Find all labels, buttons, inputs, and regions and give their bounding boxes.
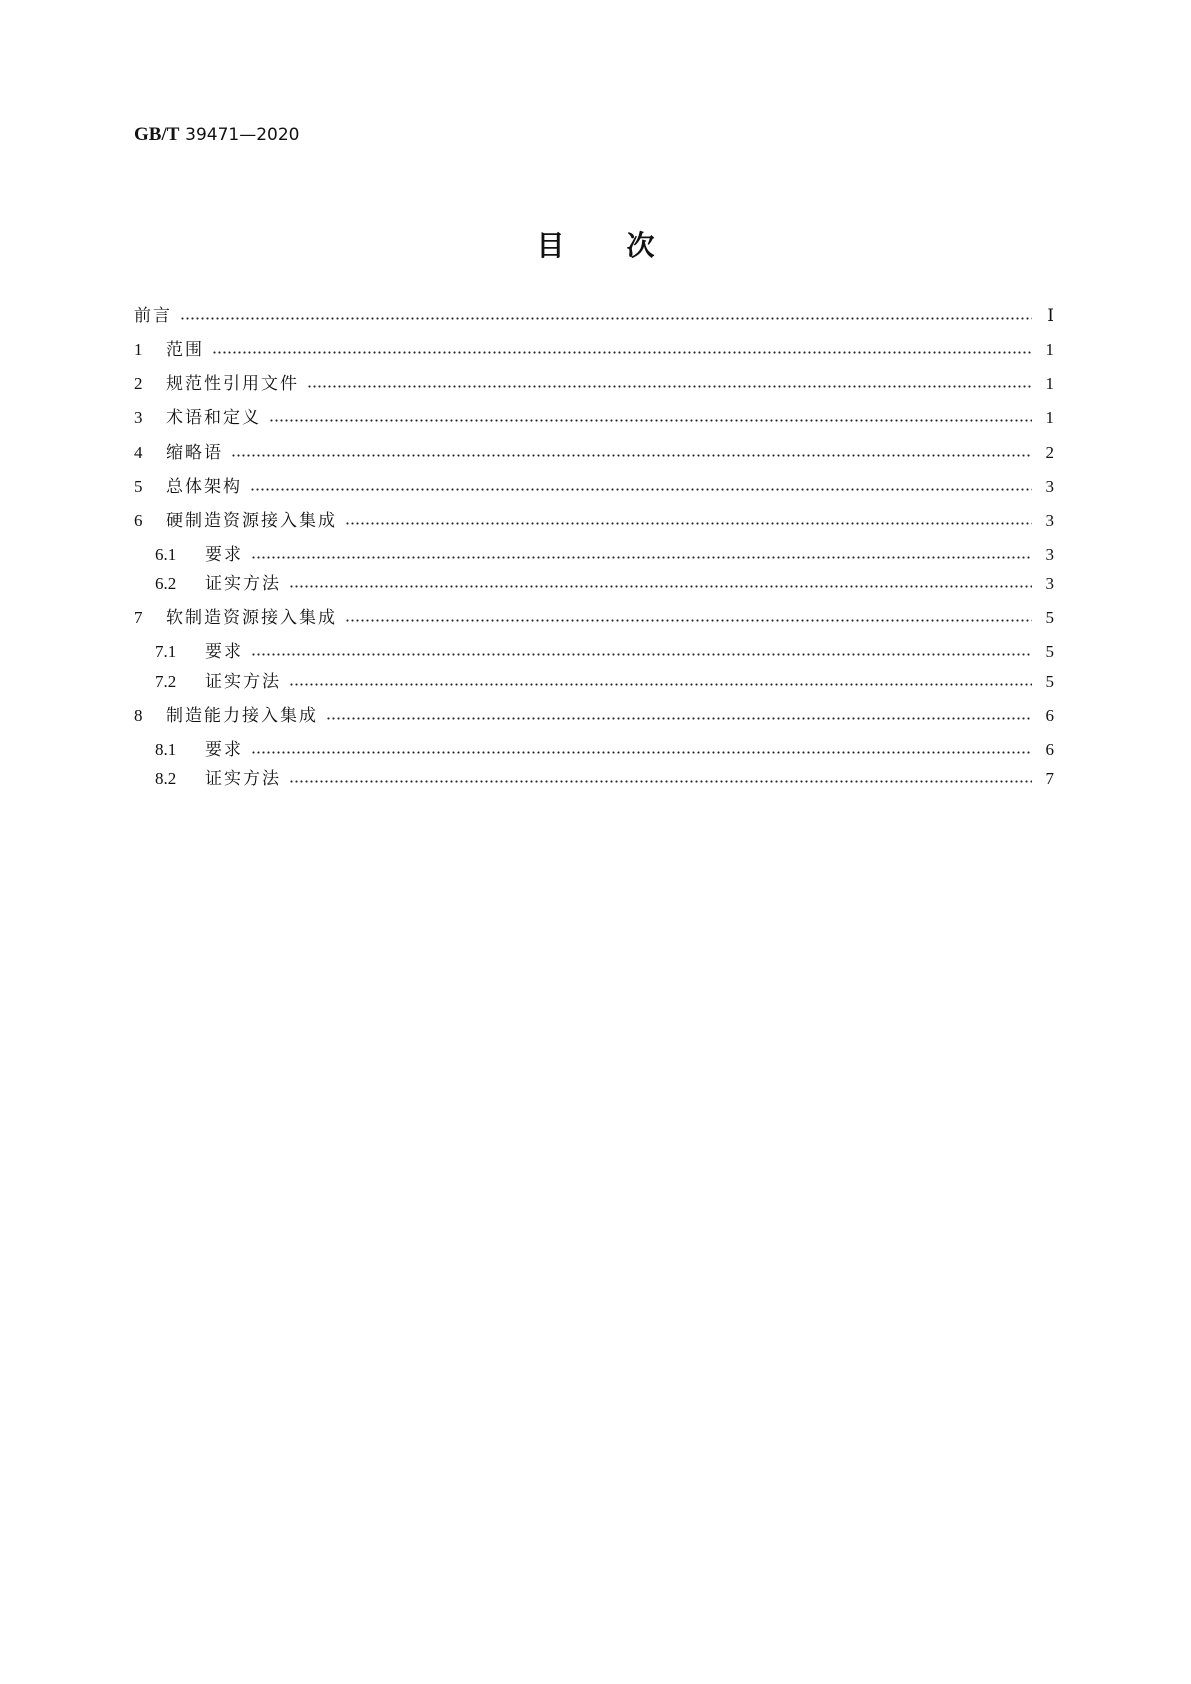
- toc-entry-page: 7: [1045, 769, 1054, 788]
- toc-entry-8-1[interactable]: [155, 737, 1054, 763]
- toc-entry-page: 5: [1045, 642, 1054, 661]
- toc-leader-dots: [289, 780, 1032, 783]
- toc-entry-title: 总体架构: [166, 477, 242, 497]
- toc-leader-dots: [251, 653, 1032, 656]
- toc-leader-dots: [212, 351, 1032, 354]
- toc-leader-dots: [269, 419, 1032, 422]
- toc-entry-number: 7.2: [155, 672, 177, 691]
- toc-entry-page: 5: [1045, 672, 1054, 691]
- toc-leader-dots: [326, 717, 1032, 720]
- toc-leader-dots: [289, 683, 1032, 686]
- toc-entry-title: 制造能力接入集成: [166, 706, 318, 726]
- toc-leader-dots: [251, 556, 1032, 559]
- toc-title: 目次: [536, 229, 717, 262]
- toc-leader-dots: [231, 454, 1032, 457]
- toc-entry-page: 3: [1045, 545, 1054, 564]
- toc-leader-dots: [180, 317, 1032, 320]
- toc-entry-6-1[interactable]: [155, 542, 1054, 568]
- toc-entry-number: 6: [134, 511, 143, 530]
- toc-entry-5[interactable]: [134, 474, 1054, 500]
- toc-entry-number: 7.1: [155, 642, 177, 661]
- toc-entry-3[interactable]: [134, 405, 1054, 431]
- toc-entry-number: 8.2: [155, 769, 177, 788]
- toc-entry-7-1[interactable]: [155, 639, 1054, 665]
- toc-leader-dots: [307, 385, 1032, 388]
- toc-entry-title: 要求: [205, 545, 243, 565]
- toc-entry-number: 2: [134, 374, 143, 393]
- toc-entry-page: 3: [1045, 477, 1054, 496]
- toc-entry-number: 4: [134, 443, 143, 462]
- toc-entry-number: 1: [134, 340, 143, 359]
- toc-entry-title: 范围: [166, 340, 204, 360]
- toc-entry-6-2[interactable]: [155, 571, 1054, 597]
- toc-entry-title: 术语和定义: [166, 408, 261, 428]
- toc-entry-7-2[interactable]: [155, 669, 1054, 695]
- toc-entry-page: 1: [1045, 408, 1054, 427]
- toc-entry-title: 证实方法: [205, 574, 281, 594]
- toc-entry-page: 3: [1045, 511, 1054, 530]
- toc-entry-number: 6.2: [155, 574, 177, 593]
- standard-prefix: GB/T: [134, 124, 180, 145]
- toc-entry-title: 证实方法: [205, 769, 281, 789]
- toc-entry-page: 6: [1045, 706, 1054, 725]
- toc-entry-8[interactable]: [134, 703, 1054, 729]
- toc-entry-title: 软制造资源接入集成: [166, 608, 337, 628]
- toc-entry-page: 1: [1045, 374, 1054, 393]
- toc-entry-title: 缩略语: [166, 443, 223, 463]
- toc-entry-7[interactable]: [134, 605, 1054, 631]
- toc-entry-page: 2: [1045, 443, 1054, 462]
- toc-entry-title: 硬制造资源接入集成: [166, 511, 337, 531]
- toc-leader-dots: [250, 488, 1032, 491]
- toc-entry-number: 8.1: [155, 740, 177, 759]
- toc-entry-number: 6.1: [155, 545, 177, 564]
- toc-leader-dots: [345, 522, 1032, 525]
- toc-entry-number: 8: [134, 706, 143, 725]
- toc-entry-title: 前言: [134, 306, 172, 326]
- toc-entry-title: 证实方法: [205, 672, 281, 692]
- toc-entry-number: 7: [134, 608, 143, 627]
- toc-entry-page: Ⅰ: [1047, 306, 1054, 325]
- toc-entry-page: 6: [1045, 740, 1054, 759]
- toc-entry-8-2[interactable]: [155, 766, 1054, 792]
- toc-entry-title: 规范性引用文件: [166, 374, 299, 394]
- toc-entry-page: 5: [1045, 608, 1054, 627]
- toc-entry-number: 5: [134, 477, 143, 496]
- toc-entry-title: 要求: [205, 642, 243, 662]
- toc-entry-page: 3: [1045, 574, 1054, 593]
- toc-entry-1[interactable]: [134, 337, 1054, 363]
- toc-leader-dots: [289, 585, 1032, 588]
- toc-entry-number: 3: [134, 408, 143, 427]
- toc-entry-page: 1: [1045, 340, 1054, 359]
- toc-entry-4[interactable]: [134, 440, 1054, 466]
- toc-entry-title: 要求: [205, 740, 243, 760]
- standard-number: 39471—2020: [185, 125, 300, 145]
- toc-leader-dots: [345, 619, 1032, 622]
- toc-entry-6[interactable]: [134, 508, 1054, 534]
- toc-entry-2[interactable]: [134, 371, 1054, 397]
- toc-leader-dots: [251, 751, 1032, 754]
- toc-entry-preface[interactable]: [134, 303, 1054, 329]
